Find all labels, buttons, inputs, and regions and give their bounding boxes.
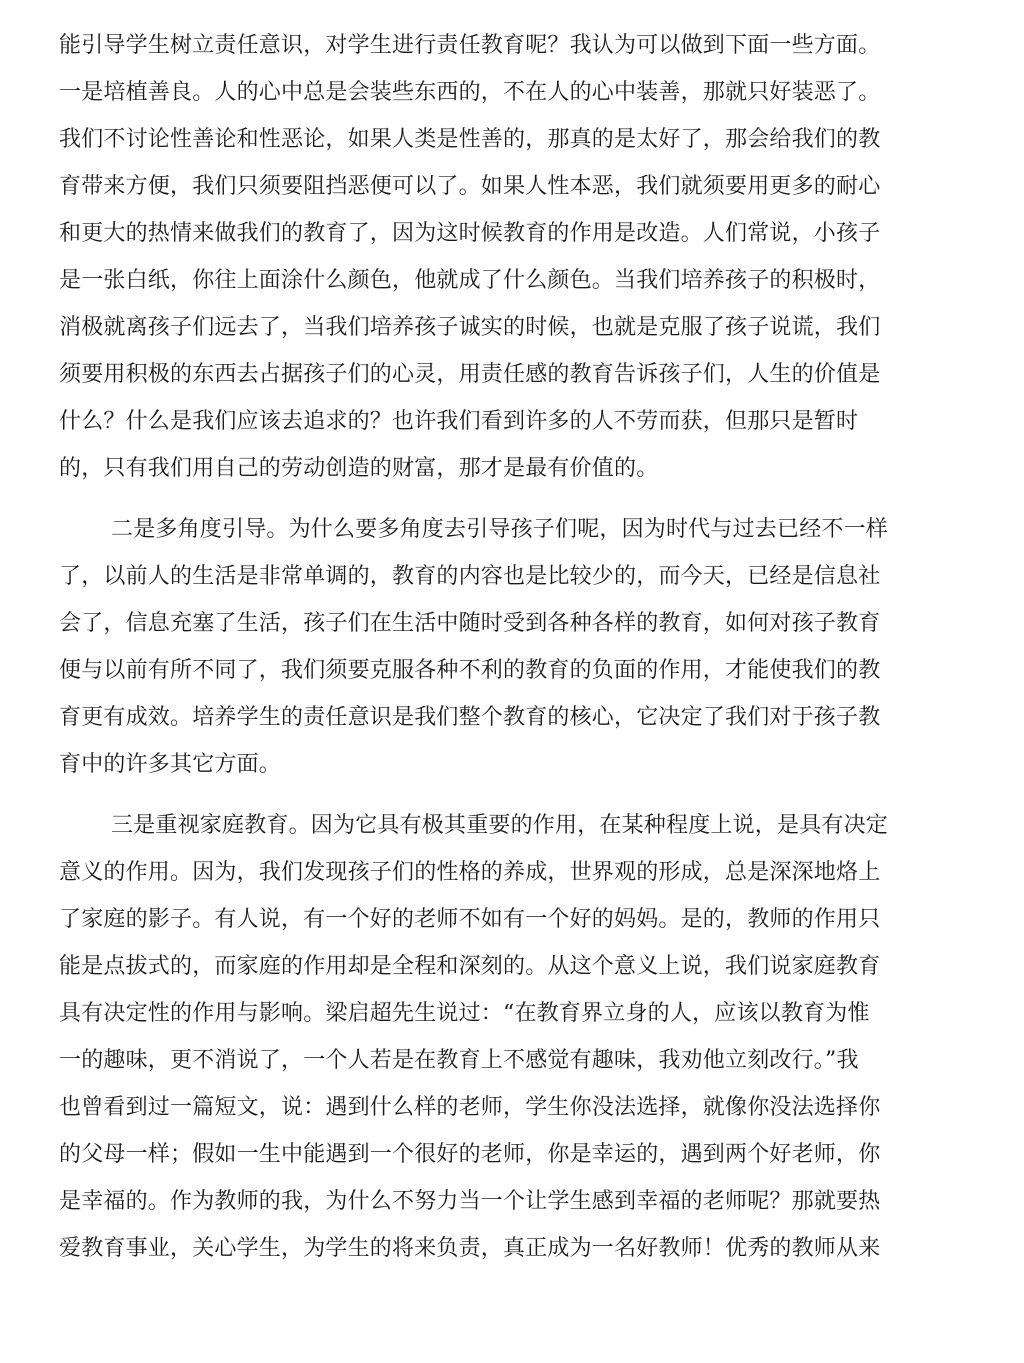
text-line: 二是多角度引导。为什么要多角度去引导孩子们呢，因为时代与过去已经不一样 <box>111 517 889 542</box>
text-line: 三是重视家庭教育。因为它具有极其重要的作用，在某种程度上说，是具有决定 <box>111 813 889 838</box>
text-line: 一是培植善良。人的心中总是会装些东西的，不在人的心中装善，那就只好装恶了。 <box>59 80 881 105</box>
text-line: 一的趣味，更不消说了，一个人若是在教育上不感觉有趣味，我劝他立刻改行。”我 <box>59 1048 859 1073</box>
text-line: 会了，信息充塞了生活，孩子们在生活中随时受到各种各样的教育，如何对孩子教育 <box>59 611 881 636</box>
text-line: 具有决定性的作用与影响。梁启超先生说过：“在教育界立身的人，应该以教育为惟 <box>59 1001 870 1026</box>
document-page <box>59 22 929 1272</box>
text-line: 能引导学生树立责任意识，对学生进行责任教育呢？我认为可以做到下面一些方面。 <box>59 33 881 58</box>
text-line: 的，只有我们用自己的劳动创造的财富，那才是最有价值的。 <box>59 456 659 481</box>
text-line: 和更大的热情来做我们的教育了，因为这时候教育的作用是改造。人们常说，小孩子 <box>59 221 881 246</box>
paragraph-gap <box>59 788 929 802</box>
text-line: 也曾看到过一篇短文，说：遇到什么样的老师，学生你没法选择，就像你没法选择你 <box>59 1095 881 1120</box>
text-line: 了，以前人的生活是非常单调的，教育的内容也是比较少的，而今天，已经是信息社 <box>59 564 881 589</box>
paragraph-1 <box>59 22 929 492</box>
text-line: 的父母一样；假如一生中能遇到一个很好的老师，你是幸运的，遇到两个好老师，你 <box>59 1142 881 1167</box>
text-line: 能是点拔式的，而家庭的作用却是全程和深刻的。从这个意义上说，我们说家庭教育 <box>59 954 881 979</box>
text-line: 育带来方便，我们只须要阻挡恶便可以了。如果人性本恶，我们就须要用更多的耐心 <box>59 174 881 199</box>
text-line: 是幸福的。作为教师的我，为什么不努力当一个让学生感到幸福的老师呢？那就要热 <box>59 1189 881 1214</box>
text-line: 便与以前有所不同了，我们须要克服各种不利的教育的负面的作用，才能使我们的教 <box>59 658 881 683</box>
text-line: 是一张白纸，你往上面涂什么颜色，他就成了什么颜色。当我们培养孩子的积极时， <box>59 268 881 293</box>
text-line: 育更有成效。培养学生的责任意识是我们整个教育的核心，它决定了我们对于孩子教 <box>59 705 881 730</box>
text-line: 育中的许多其它方面。 <box>59 752 282 777</box>
text-line: 什么？什么是我们应该去追求的？也许我们看到许多的人不劳而获，但那只是暂时 <box>59 409 859 434</box>
text-line: 须要用积极的东西去占据孩子们的心灵，用责任感的教育告诉孩子们，人生的价值是 <box>59 362 881 387</box>
text-line: 意义的作用。因为，我们发现孩子们的性格的养成，世界观的形成，总是深深地烙上 <box>59 860 881 885</box>
text-line: 消极就离孩子们远去了，当我们培养孩子诚实的时候，也就是克服了孩子说谎，我们 <box>59 315 881 340</box>
paragraph-3 <box>59 802 929 1272</box>
text-line: 我们不讨论性善论和性恶论，如果人类是性善的，那真的是太好了，那会给我们的教 <box>59 127 881 152</box>
paragraph-2 <box>59 506 929 788</box>
text-line: 了家庭的影子。有人说，有一个好的老师不如有一个好的妈妈。是的，教师的作用只 <box>59 907 881 932</box>
paragraph-gap <box>59 492 929 506</box>
text-line: 爱教育事业，关心学生，为学生的将来负责，真正成为一名好教师！优秀的教师从来 <box>59 1236 881 1261</box>
